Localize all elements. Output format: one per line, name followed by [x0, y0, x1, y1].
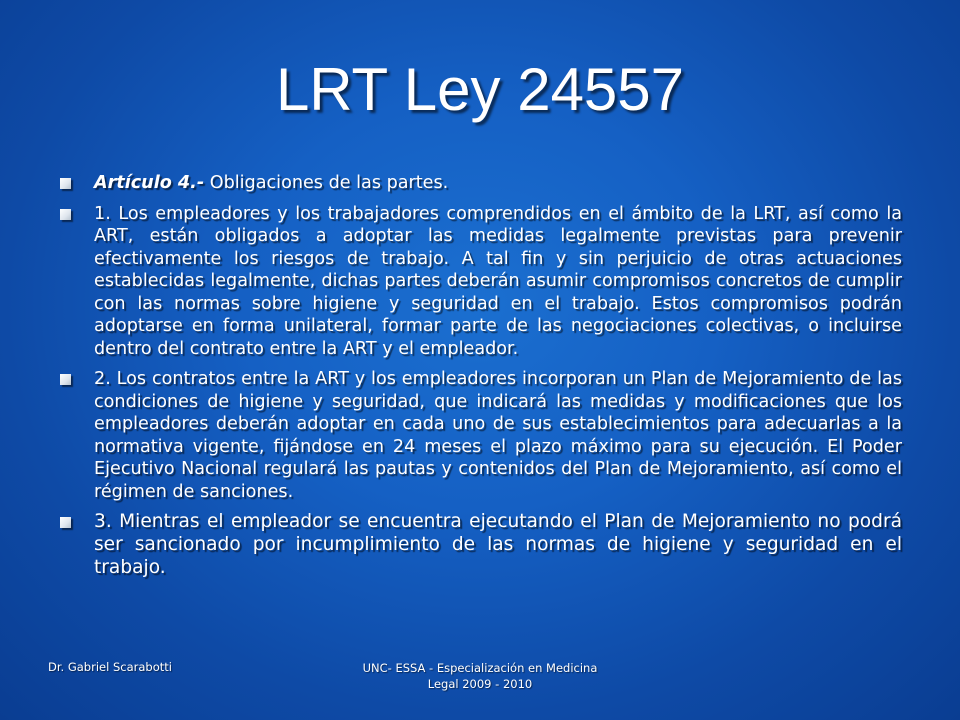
article-title: Obligaciones de las partes. — [204, 173, 449, 193]
footer-author: Dr. Gabriel Scarabotti — [48, 660, 172, 674]
article-label: Artículo 4.- — [94, 173, 205, 193]
bullet-text-3: 3. Mientras el empleador se encuentra ejecutando el Plan de Mejoramiento no podrá ser sancionado por incumplimiento de las normas de higiene y seguridad en el trabajo. — [94, 511, 902, 578]
footer-course-line1: UNC- ESSA - Especialización en Medicina — [362, 661, 598, 675]
square-bullet-icon — [60, 374, 71, 385]
square-bullet-icon — [60, 209, 71, 220]
square-bullet-icon — [60, 178, 71, 189]
bullet-list — [60, 172, 902, 587]
bullet-item-2 — [60, 368, 902, 503]
bullet-item-article — [60, 172, 902, 195]
bullet-text-2: 2. Los contratos entre la ART y los empleadores incorporan un Plan de Mejoramiento de las condiciones de higiene y seguridad, que indicará las medidas y modificaciones que los empleadores deberán adoptar en cada uno de sus establecimientos para adecuarlas a la normativa vigente, fijándose en 24 meses el plazo máximo para su ejecución. El Poder Ejecutivo Nacional regulará las pautas y contenidos del Plan de Mejoramiento, así como el régimen de sanciones. — [94, 369, 902, 502]
square-bullet-icon — [60, 517, 71, 528]
bullet-text-1: 1. Los empleadores y los trabajadores comprendidos en el ámbito de la LRT, así como la ART, están obligados a adoptar las medidas legalmente previstas para prevenir efectivamente los riesgos de trabajo. A tal fin y sin perjuicio de otras actuaciones establecidas legalmente, dichas partes deberán asumir compromisos concretos de cumplir con las normas sobre higiene y seguridad en el trabajo. Estos compromisos podrán adoptarse en forma unilateral, formar parte de las negociaciones colectivas, o incluirse dentro del contrato entre la ART y el empleador. — [94, 203, 902, 359]
slide-title: LRT Ley 24557 — [275, 56, 685, 123]
footer-course-line2: Legal 2009 - 2010 — [427, 677, 533, 691]
bullet-item-1 — [60, 203, 902, 361]
bullet-item-3 — [60, 511, 902, 579]
footer-course — [300, 660, 660, 692]
